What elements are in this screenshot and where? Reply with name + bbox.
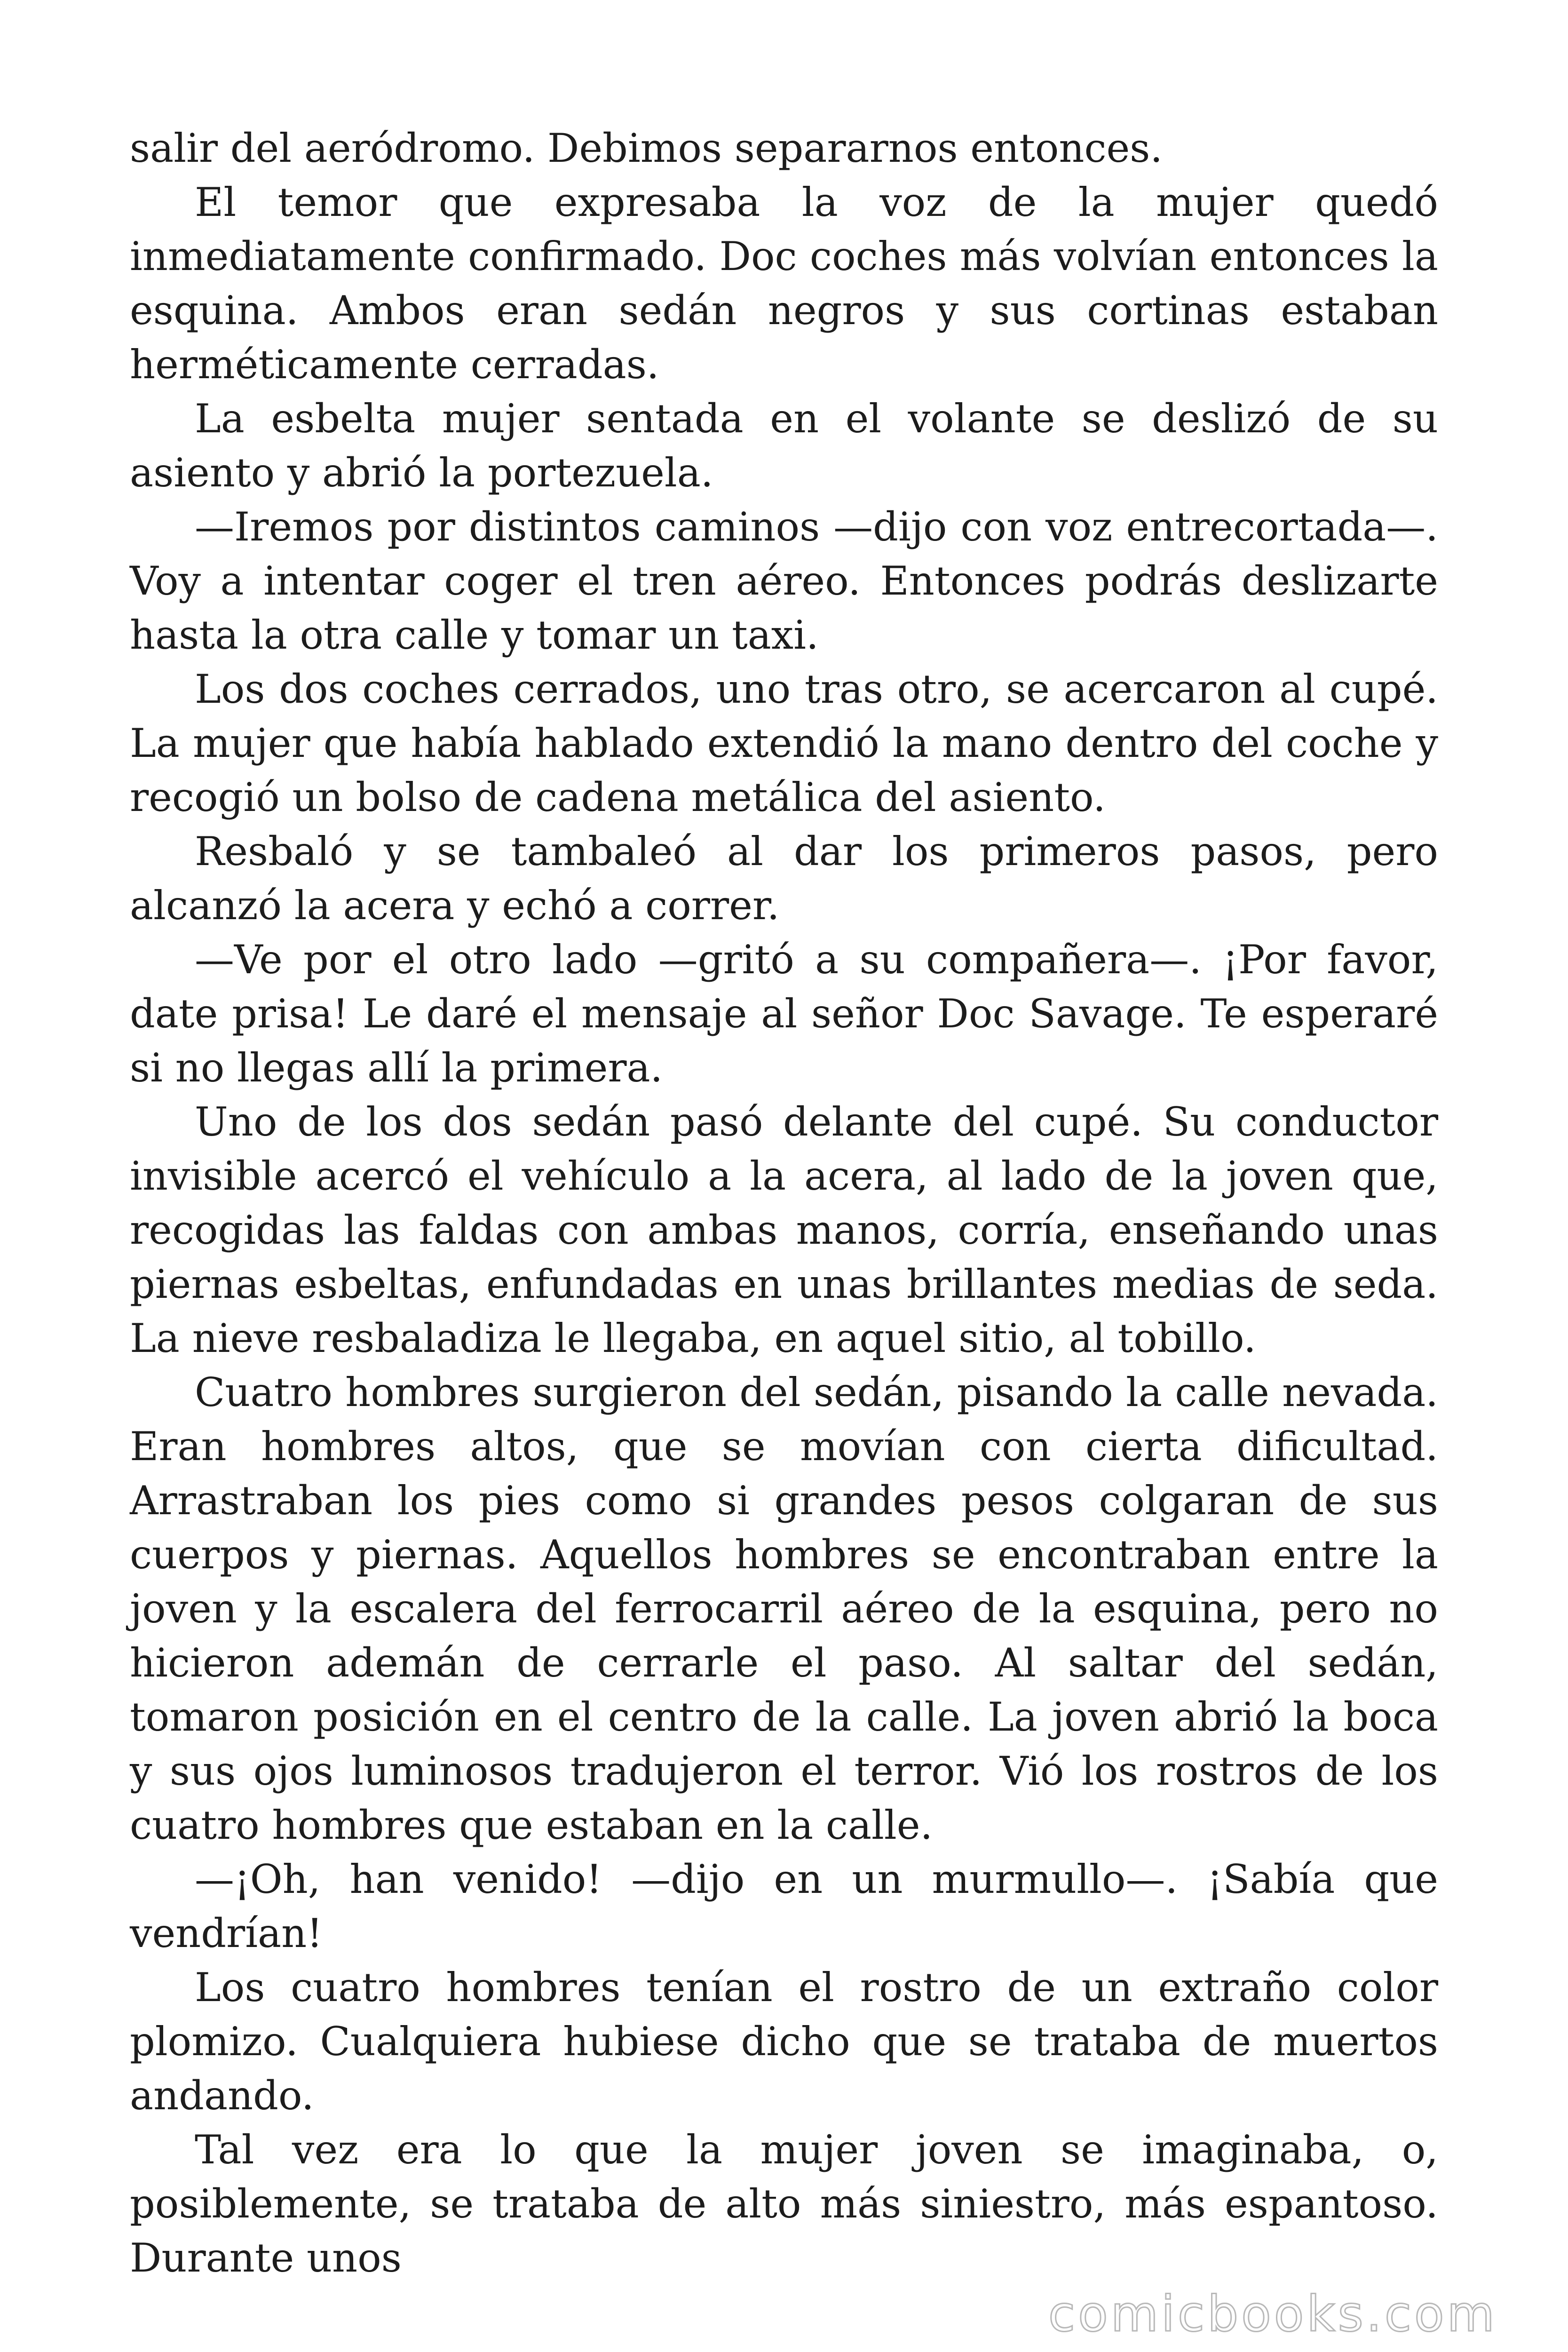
paragraph-dialogue: —Ve por el otro lado —gritó a su compañera—. ¡Por favor, date prisa! Le daré el mensaje al señor Doc Savage. Te esperaré si no llegas allí la primera. [130,937,1438,1091]
paragraph: Los cuatro hombres tenían el rostro de un extraño color plomizo. Cualquiera hubiese dicho que se trataba de muertos andando. [130,1964,1438,2119]
watermark: comicbooks.com [1048,2285,1497,2343]
paragraph-dialogue: —Iremos por distintos caminos —dijo con voz entrecortada—. Voy a intentar coger el tren aéreo. Entonces podrás deslizarte hasta la otra calle y tomar un taxi. [130,504,1438,658]
paragraph: Cuatro hombres surgieron del sedán, pisando la calle nevada. Eran hombres altos, que se movían con cierta dificultad. Arrastraban los pies como si grandes pesos colgaran de sus cuerpos y piernas. Aquellos hombres se encontraban entre la joven y la escalera del ferrocarril aéreo de la esquina, pero no hicieron ademán de cerrarle el paso. Al saltar del sedán, tomaron posición en el centro de la calle. La joven abrió la boca y sus ojos luminosos tradujeron el terror. Vió los rostros de los cuatro hombres que estaban en la calle. [130,1369,1438,1848]
paragraph: Resbaló y se tambaleó al dar los primeros pasos, pero alcanzó la acera y echó a correr. [130,828,1438,929]
paragraph: La esbelta mujer sentada en el volante se deslizó de su asiento y abrió la portezuela. [130,396,1438,496]
paragraph-continuation: salir del aeródromo. Debimos separarnos entonces. [130,125,1163,171]
paragraph: Los dos coches cerrados, uno tras otro, se acercaron al cupé. La mujer que había hablado extendió la mano dentro del coche y recogió un bolso de cadena metálica del asiento. [130,666,1438,820]
paragraph: El temor que expresaba la voz de la mujer quedó inmediatamente confirmado. Doc coches más volvían entonces la esquina. Ambos eran sedán negros y sus cortinas estaban herméticamente cerradas. [130,179,1438,388]
paragraph: Uno de los dos sedán pasó delante del cupé. Su conductor invisible acercó el vehículo a la acera, al lado de la joven que, recogidas las faldas con ambas manos, corría, enseñando unas piernas esbeltas, enfundadas en unas brillantes medias de seda. La nieve resbaladiza le llegaba, en aquel sitio, al tobillo. [130,1099,1438,1361]
book-page-body [130,121,1438,2285]
paragraph-dialogue: —¡Oh, han venido! —dijo en un murmullo—. ¡Sabía que vendrían! [130,1856,1438,1956]
paragraph: Tal vez era lo que la mujer joven se imaginaba, o, posiblemente, se trataba de alto más siniestro, más espantoso. Durante unos [130,2127,1438,2281]
